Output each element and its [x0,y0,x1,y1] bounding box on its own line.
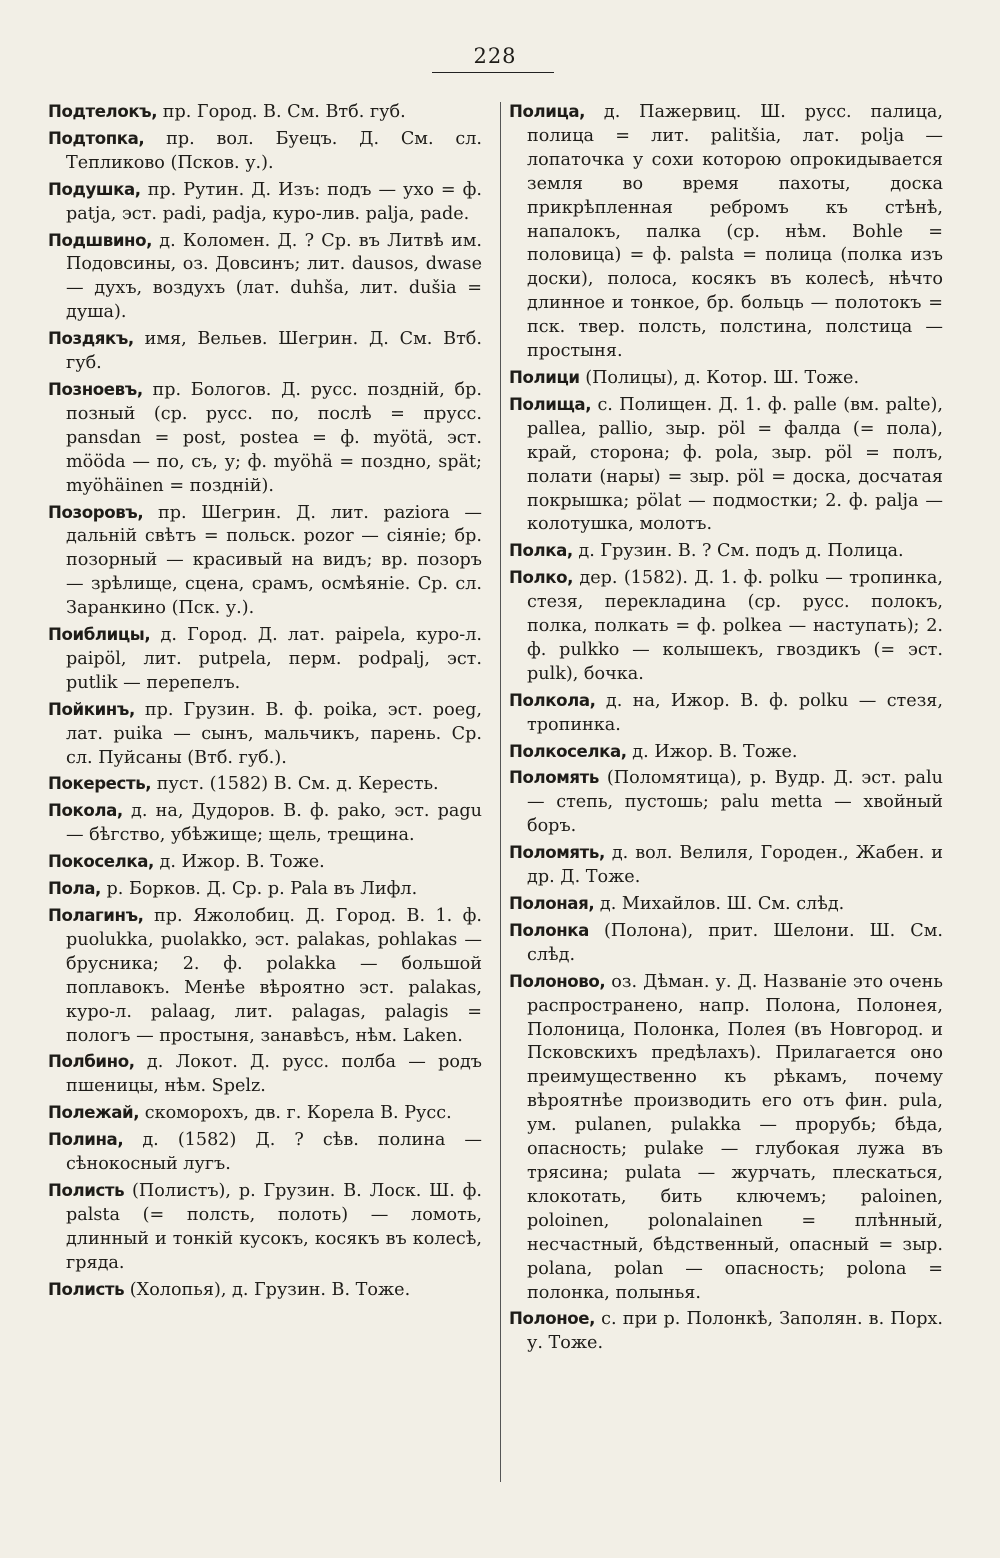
entry-headword: Поиблицы, [48,625,151,645]
dictionary-entry [48,1278,482,1303]
dictionary-entry [509,1307,943,1356]
entry-text: (Холопья), д. Грузин. В. Тоже. [124,1279,411,1300]
entry-headword: Полагинъ, [48,906,144,925]
dictionary-entry [509,100,943,364]
entry-text: (Полицы), д. Котор. Ш. Тоже. [579,367,860,388]
entry-text: пр. Бологов. Д. русс. поздній, бр. позный (ср. русс. по, послѣ = прусс. pansdan = post, postea = ф. myötä, эст. mööda — по, съ, у; ф. myöhä = поздно, spät; myöhäinen = поздній). [66,379,482,496]
entry-headword: Полина, [48,1130,124,1150]
entry-headword: Полища, [509,394,592,414]
entry-text: пуст. (1582) В. См. д. Кересть. [151,774,439,795]
dictionary-entry [48,1179,482,1276]
dictionary-entry [48,904,482,1048]
entry-headword: Полка, [509,541,573,561]
entry-headword: Покоселка, [48,852,154,872]
dictionary-entry [48,1050,482,1099]
entry-headword: Полко, [509,568,574,588]
dictionary-entry [509,689,943,738]
entry-text: р. Борков. Д. Ср. р. Pala въ Лифл. [100,879,418,900]
entry-headword: Поздякъ, [48,329,134,349]
entry-text: д. Грузин. В. ? См. подъ д. Полица. [572,541,904,562]
entry-text: д. Ижор. В. Тоже. [153,852,325,873]
dictionary-entry [48,327,482,376]
dictionary-entry [48,698,482,771]
dictionary-entry [48,1128,482,1177]
entry-headword: Полкола, [509,690,596,710]
entry-text: д. (1582) Д. ? сѣв. полина — сѣнокосный лугъ. [66,1130,482,1175]
dictionary-entry [48,100,482,125]
entry-text: (Полистъ), р. Грузин. В. Лоск. Ш. ф. palsta (= полсть, полоть) — ломоть, длинный и тонкій кусокъ, косякъ въ колесѣ, гряда. [66,1180,482,1273]
entry-headword: Полица, [509,102,586,121]
entry-text: д. на, Ижор. В. ф. polku — стезя, тропинка. [527,690,943,735]
entry-text: с. Полищен. Д. 1. ф. palle (вм. palte), pallea, pallio, зыр. pöl = фалда (= пола), край, сторона; ф. pola, зыр. pöl = полъ, полати (нары) = зыр. pöl = доска, досчатая покрышка; pölat — подмостки; 2. ф. palja — колотушка, молотъ. [527,394,943,535]
entry-headword: Полисть [48,1180,125,1200]
dictionary-entry [48,178,482,227]
entry-text: пр. Рутин. Д. Изъ: подъ — ухо = ф. patja, эст. padi, padja, куро-лив. palja, pade. [66,179,482,224]
entry-headword: Подтопка, [48,128,145,148]
dictionary-entry [48,623,482,696]
dictionary-entry [48,772,482,797]
dictionary-entry [509,841,943,890]
entry-text: скоморохъ, дв. г. Корела В. Русс. [139,1103,452,1124]
entry-headword: Пойкинъ, [48,699,135,719]
entry-text: д. на, Дудоров. В. ф. pako, эст. pagu — бѣгство, убѣжище; щель, трещина. [66,801,482,846]
entry-headword: Позоровъ, [48,502,144,522]
entry-headword: Полоная, [509,894,595,913]
entry-headword: Поломять [509,768,599,788]
entry-headword: Покересть, [48,774,152,794]
dictionary-entry [48,229,482,326]
left-column [48,100,482,1305]
dictionary-entry [509,740,943,765]
entry-text: пр. вол. Буецъ. Д. См. сл. Тепликово (Псков. у.). [66,128,482,173]
entry-text: д. Михайлов. Ш. См. слѣд. [594,894,845,914]
dictionary-entry [48,501,482,622]
entry-headword: Покола, [48,801,123,821]
entry-text: д. Ижор. В. Тоже. [626,741,798,762]
dictionary-entry [48,1101,482,1126]
entry-text: пр. Яжолобиц. Д. Город. В. 1. ф. puolukka, puolakko, эст. palakas, pohlakas — брусника; 2. ф. polakka — большой поплавокъ. Менѣе вѣроятно эст. palakas, куро-л. palaag, лит. palagas, palagis = пологъ — простыня, занавѣсъ, нѣм. Laken. [66,906,482,1046]
dictionary-entry [509,366,943,391]
page-number: 228 [473,44,517,68]
entry-text: (Поломятица), р. Вудр. Д. эст. palu — степь, пустошь; palu metta — хвойный боръ. [527,768,943,837]
dictionary-entry [48,877,482,902]
entry-text: пр. Грузин. В. ф. poika, эст. poeg, лат. puika — сынъ, мальчикъ, парень. Ср. сл. Пуйсаны (Втб. губ.). [66,699,482,768]
entry-text: пр. Шегрин. Д. лит. paziora — дальній свѣтъ = польск. pozor — сіяніе; бр. позорный — красивый на видъ; вр. позоръ — зрѣлище, сцена, срамъ, осмѣяніе. Ср. сл. Заранкино (Пск. у.). [66,502,482,619]
entry-text: пр. Город. В. См. Втб. губ. [157,102,406,122]
entry-headword: Полежай, [48,1103,140,1123]
entry-headword: Подушка, [48,179,141,199]
dictionary-entry [509,919,943,968]
entry-text: с. при р. Полонкѣ, Заполян. в. Порх. у. Тоже. [527,1309,943,1354]
dictionary-entry [509,566,943,687]
entry-text: оз. Дѣман. у. Д. Названіе это очень распространено, напр. Полона, Полонея, Полоница, Полонка, Полея (въ Новгород. и Псковскихъ предѣлахъ). Прилагается оно преимущественно къ рѣкамъ, почему вѣроятнѣе производить его отъ фин. pula, ум. pulanen, pulakka — прорубь; бѣда, опасность; pulake — глубокая лужа въ трясина; pulata — журчать, плескаться, клокотать, бить ключемъ; paloinen, poloinen, polonalainen = плѣнный, несчастный, бѣдственный, опасный = зыр. polana, polan — опасность; polona = полонка, полынья. [527,971,943,1303]
header-rule [432,72,554,73]
dictionary-entry [509,393,943,537]
entry-text: д. Город. Д. лат. paipela, куро-л. paipöl, лит. putpela, перм. podpalj, эст. putlik — перепелъ. [66,625,482,693]
dictionary-entry [48,127,482,176]
entry-headword: Поломять, [509,843,605,863]
entry-text: дер. (1582). Д. 1. ф. polku — тропинка, стезя, перекладина (ср. русс. полокъ, полка, полкать = ф. polkea — наступать); 2. ф. pulkko — колышекъ, гвоздикъ (= эст. pulk), бочка. [527,568,943,684]
dictionary-entry [509,766,943,839]
entry-text: д. Локот. Д. русс. полба — родъ пшеницы, нѣм. Spelz. [66,1052,482,1097]
entry-text: д. Пажервиц. Ш. русс. палица, полица = лит. palitšia, лат. polja — лопаточка у сохи которою опрокидывается земля во время пахоты, доска прикрѣпленная ребромъ къ стѣнѣ, напалокъ, палка (ср. нѣм. Bohle = половица) = ф. palsta = полица (полка изъ доски), полоса, косякъ въ колесѣ, нѣчто длинное и тонкое, бр. больць — полотокъ = пск. твер. полсть, полстина, полстица — простыня. [527,102,943,362]
entry-headword: Подтелокъ, [48,102,158,121]
entry-headword: Полици [509,367,580,387]
entry-headword: Пола, [48,879,101,899]
dictionary-entry [48,850,482,875]
entry-headword: Полонка [509,920,589,940]
entry-text: имя, Вельев. Шегрин. Д. См. Втб. губ. [66,329,482,374]
entry-headword: Полоное, [509,1309,596,1329]
entry-text: д. вол. Велиля, Городен., Жабен. и др. Д. Тоже. [527,843,943,888]
entry-text: д. Коломен. Д. ? Ср. въ Литвѣ им. Подовсины, оз. Довсинъ; лит. dausos, dwase — духъ, воздухъ (лат. duhša, лит. dušia = душа). [66,230,482,323]
entry-headword: Позноевъ, [48,379,143,399]
column-divider [500,102,501,1482]
dictionary-entry [509,970,943,1306]
entry-headword: Подшвино, [48,230,153,250]
entry-headword: Полкоселка, [509,741,627,761]
entry-headword: Полисть [48,1279,125,1299]
entry-text: (Полона), прит. Шелони. Ш. См. слѣд. [527,920,943,965]
entry-headword: Полоново, [509,971,606,991]
dictionary-entry [509,892,943,917]
dictionary-entry [48,378,482,499]
entry-headword: Полбино, [48,1052,135,1072]
dictionary-entry [48,799,482,848]
dictionary-entry [509,539,943,564]
right-column [509,100,943,1358]
